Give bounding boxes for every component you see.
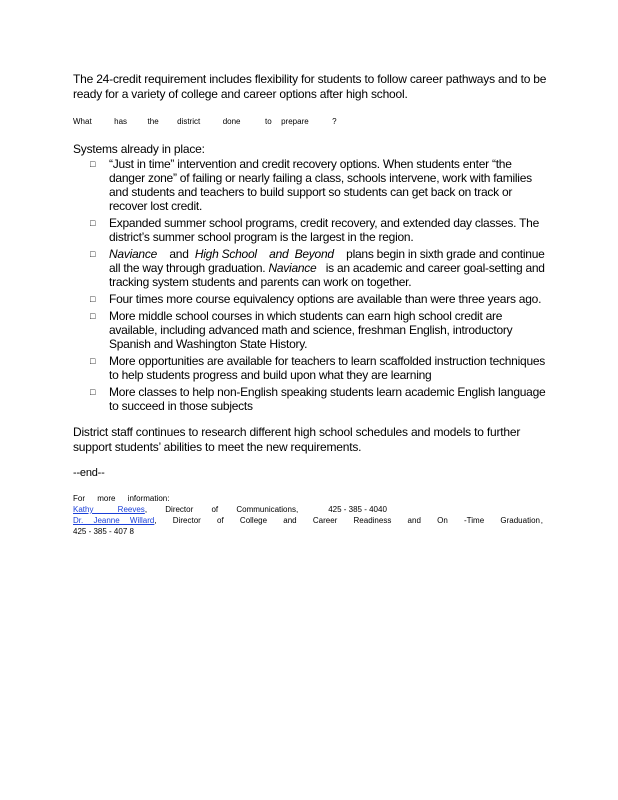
- end-marker: --end--: [73, 467, 105, 479]
- question-word: the: [147, 117, 159, 126]
- systems-list: [90, 157, 550, 416]
- question-word: ?: [332, 117, 337, 126]
- jeanne-willard-link[interactable]: Dr. Jeanne Willard: [73, 516, 155, 525]
- question-word: prepare: [281, 117, 309, 126]
- contact-title: , Director of College and Career Readiness and On -Time Graduation: [154, 516, 540, 525]
- list-item-text: More classes to help non-English speaking students learn academic English language to succeed in those subjects: [109, 385, 546, 413]
- list-item-text: and: [169, 247, 189, 261]
- list-item-text: is an academic and career goal-setting and tracking system students and parents can work on together.: [109, 261, 545, 289]
- list-item: [90, 247, 550, 289]
- contact-row-2: [73, 515, 543, 526]
- kathy-reeves-link[interactable]: Kathy Reeves: [73, 505, 145, 514]
- list-item: [90, 385, 550, 413]
- question-word: to: [264, 117, 272, 126]
- question-word: What: [73, 117, 92, 126]
- contact-block: [73, 493, 543, 537]
- question-word: done: [222, 117, 241, 126]
- list-item: [90, 292, 550, 306]
- contact-comma: ,: [540, 516, 543, 525]
- list-item-text: plans begin in sixth grade and continue all the way through graduation.: [109, 247, 545, 275]
- question-word: district: [177, 117, 201, 126]
- checkbox-bullet-icon: □: [90, 249, 96, 259]
- list-item: [90, 354, 550, 382]
- checkbox-bullet-icon: □: [90, 218, 96, 228]
- systems-heading: Systems already in place:: [73, 142, 205, 156]
- list-item-text: “Just in time” intervention and credit recovery options. When students enter “the danger zone” of failing or nearly failing a class, schools intervene, work with families and students and teachers to build support so students can get back on track or recover lost credit.: [109, 157, 532, 213]
- contact-phone: 425 - 385 - 4040: [328, 505, 387, 514]
- contact-phone-2: 425 - 385 - 407 8: [73, 527, 134, 536]
- list-item-text: Four times more course equivalency options are available than were three years ago.: [109, 292, 542, 306]
- list-item: [90, 216, 550, 244]
- question-heading: [73, 117, 337, 127]
- list-item-text: More opportunities are available for teachers to learn scaffolded instruction techniques to help students progress and build upon what they are learning: [109, 354, 546, 382]
- highschool-term: High School: [194, 247, 257, 261]
- list-item: [90, 157, 550, 213]
- list-item: [90, 309, 550, 351]
- contact-title: , Director of Communications,: [144, 505, 299, 514]
- checkbox-bullet-icon: □: [90, 356, 96, 366]
- list-item-text: Expanded summer school programs, credit recovery, and extended day classes. The district’s summer school program is the largest in the region.: [109, 216, 540, 244]
- question-word: has: [114, 117, 128, 126]
- list-item-text: and: [269, 247, 289, 261]
- naviance-term: Naviance: [109, 247, 158, 261]
- checkbox-bullet-icon: □: [90, 387, 96, 397]
- list-item-text: More middle school courses in which students can earn high school credit are available, including advanced math and science, freshman English, introductory Spanish and Washington State History.: [109, 309, 513, 351]
- contact-heading: For more information:: [73, 494, 170, 503]
- naviance-term: Naviance: [268, 261, 317, 275]
- intro-paragraph: The 24-credit requirement includes flexibility for students to follow career pathways and to be ready for a variety of college and career options after high school.: [73, 72, 547, 101]
- closing-paragraph: District staff continues to research different high school schedules and models to further support students’ abilities to meet the new requirements.: [73, 425, 521, 454]
- checkbox-bullet-icon: □: [90, 159, 96, 169]
- checkbox-bullet-icon: □: [90, 294, 96, 304]
- checkbox-bullet-icon: □: [90, 311, 96, 321]
- contact-row-1: [73, 504, 543, 515]
- beyond-term: Beyond: [294, 247, 334, 261]
